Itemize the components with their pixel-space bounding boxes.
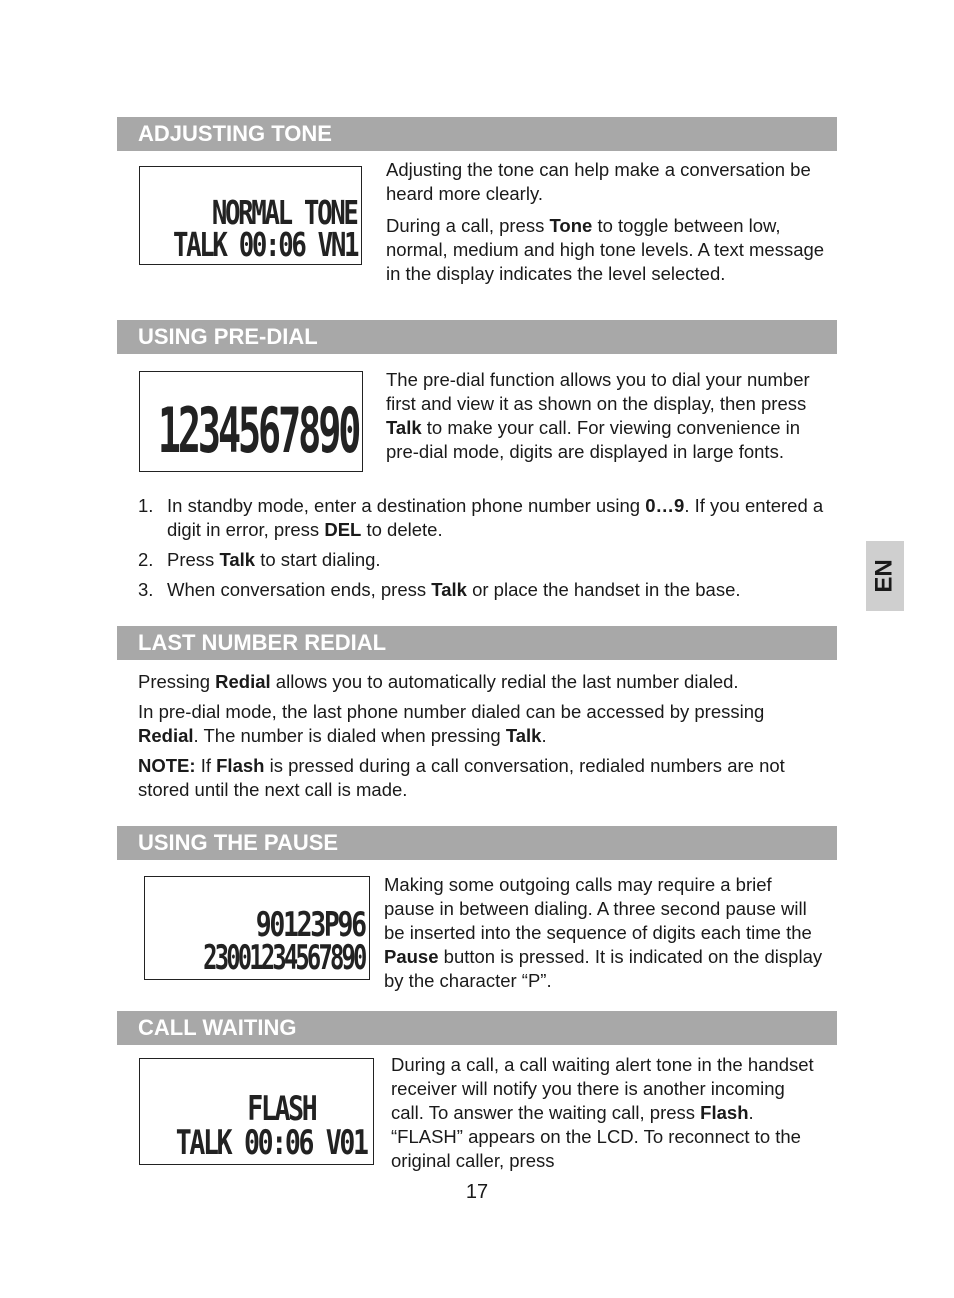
section-title: CALL WAITING bbox=[138, 1015, 297, 1040]
section-title: LAST NUMBER REDIAL bbox=[138, 630, 387, 655]
pause-paragraph: Making some outgoing calls may require a brief pause in between dialing. A three second pause will be inserted into the sequence of digits each time the Pause button is pressed. It is indicated on the display by the character “P”. bbox=[384, 874, 823, 991]
call-waiting-paragraph: During a call, a call waiting alert tone in the handset receiver will notify you there is another incoming call. To answer the waiting call, press Flash. “FLASH” appears on the LCD. To reconnect to the original caller, press bbox=[391, 1054, 814, 1171]
step-number: 3. bbox=[138, 579, 154, 600]
section-title: USING THE PAUSE bbox=[138, 830, 339, 855]
section-header-adjusting-tone bbox=[117, 117, 837, 151]
lcd-line-1: 1234567890 bbox=[157, 394, 358, 467]
page-number: 17 bbox=[465, 1181, 489, 1203]
lcd-display-call-waiting bbox=[139, 1058, 374, 1165]
section-title: USING PRE-DIAL bbox=[138, 324, 318, 349]
step-3-text: When conversation ends, press Talk or place the handset in the base. bbox=[167, 579, 741, 600]
lcd-line-2: 23001234567890 bbox=[203, 938, 365, 978]
language-tab-label: EN bbox=[871, 559, 898, 593]
redial-paragraph-1: Pressing Redial allows you to automatically redial the last number dialed. bbox=[138, 671, 739, 692]
lcd-line-1: 90123P96 bbox=[255, 905, 365, 945]
lcd-line-1: NORMAL TONE bbox=[212, 193, 357, 232]
step-1-text: In standby mode, enter a destination phone number using 0…9. If you entered a digit in error, press DEL to delete. bbox=[167, 495, 824, 540]
language-tab bbox=[866, 541, 904, 611]
tone-paragraph-1: Adjusting the tone can help make a conversation be heard more clearly. bbox=[386, 159, 811, 204]
section-header-redial bbox=[117, 626, 837, 660]
section-header-call-waiting bbox=[117, 1011, 837, 1045]
section-header-pause bbox=[117, 826, 837, 860]
redial-paragraph-2: In pre-dial mode, the last phone number dialed can be accessed by pressing Redial. The number is dialed when pressing Talk. bbox=[138, 701, 765, 746]
step-number: 2. bbox=[138, 549, 154, 570]
tone-paragraph-2: During a call, press Tone to toggle between low, normal, medium and high tone levels. A text message in the display indicates the level selected. bbox=[386, 215, 825, 284]
pre-dial-paragraph: The pre-dial function allows you to dial your number first and view it as shown on the display, then press Talk to make your call. For viewing convenience in pre-dial mode, digits are displayed in large fonts. bbox=[386, 369, 810, 462]
step-2-text: Press Talk to start dialing. bbox=[167, 549, 381, 570]
lcd-display-pre-dial bbox=[139, 371, 363, 472]
lcd-display-pause bbox=[144, 876, 370, 980]
lcd-line-2: TALK 00:06 V01 bbox=[176, 1123, 367, 1163]
lcd-line-1: FLASH bbox=[246, 1089, 315, 1129]
step-number: 1. bbox=[138, 495, 154, 516]
lcd-display-tone bbox=[139, 166, 362, 265]
section-title: ADJUSTING TONE bbox=[138, 121, 332, 146]
section-header-pre-dial bbox=[117, 320, 837, 354]
lcd-line-2: TALK 00:06 VN1 bbox=[172, 225, 357, 264]
redial-note: NOTE: If Flash is pressed during a call conversation, redialed numbers are not stored until the next call is made. bbox=[138, 755, 785, 800]
